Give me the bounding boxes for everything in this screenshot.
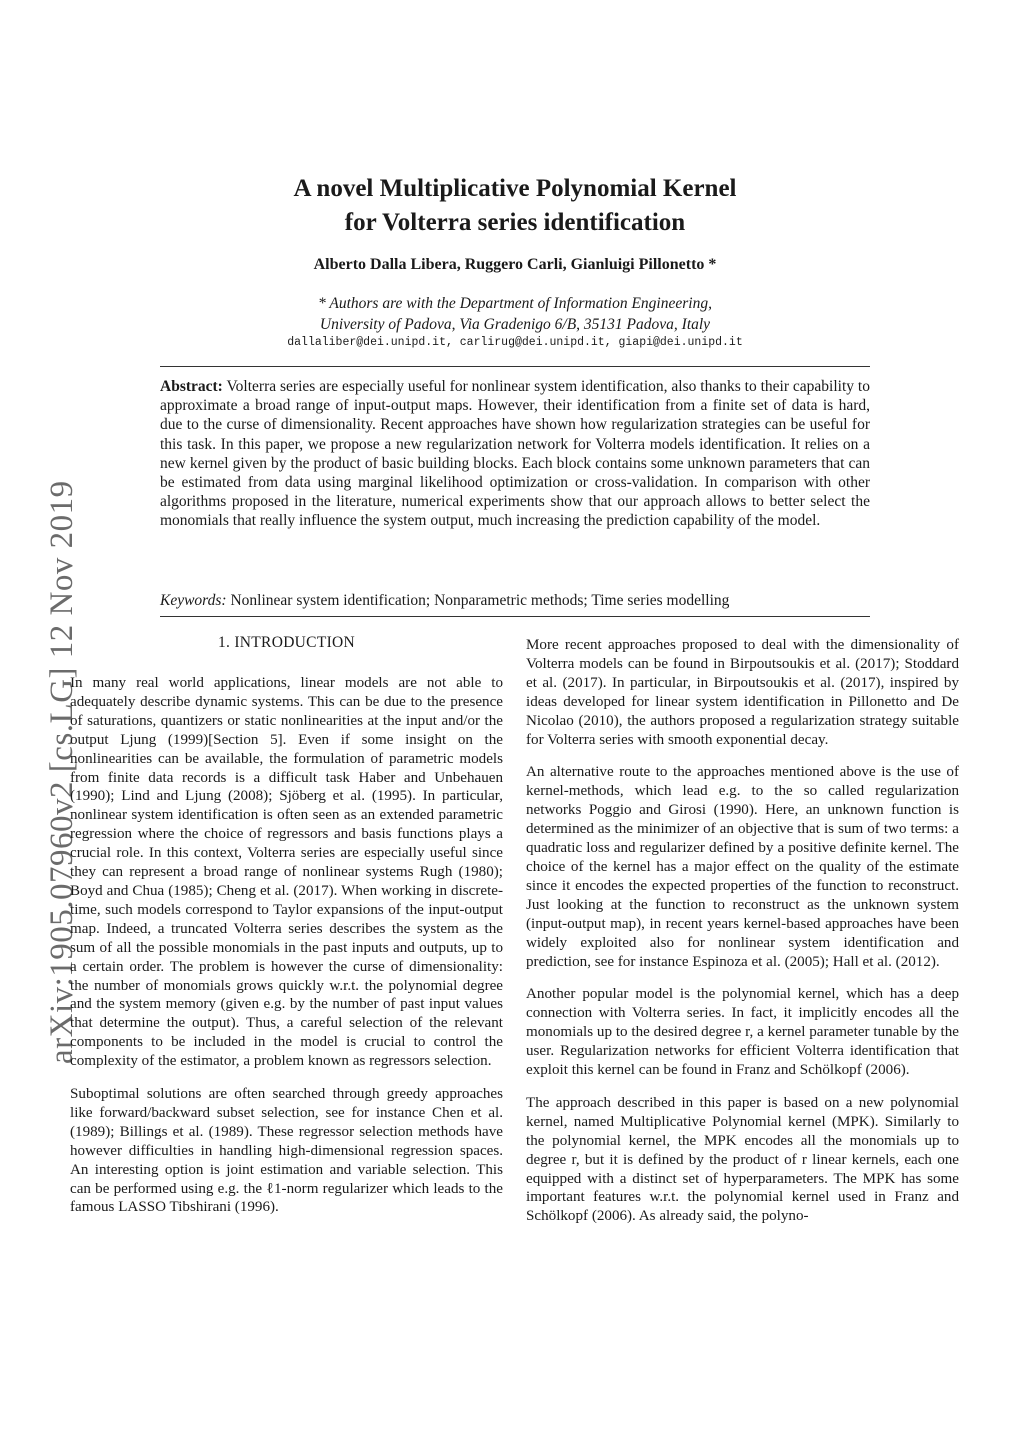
right-column (526, 636, 959, 1240)
author-list: Alberto Dalla Libera, Ruggero Carli, Gianluigi Pillonetto * (313, 256, 717, 273)
arxiv-identifier: arXiv:1905.07960v2 [cs.LG] 12 Nov 2019 (44, 480, 80, 1064)
keywords-text: Nonlinear system identification; Nonparametric methods; Time series modelling (230, 592, 730, 609)
affiliation-line-1: * Authors are with the Department of Information Engineering, (318, 295, 712, 312)
title-line-2: for Volterra series identification (344, 209, 686, 236)
keywords-label: Keywords: (160, 592, 227, 609)
abstract-top-rule (160, 366, 870, 367)
section-heading-introduction: 1. INTRODUCTION (217, 634, 356, 651)
paragraph: Suboptimal solutions are often searched through greedy approaches like forward/backward subset selection, see for instance Chen et al. (1989); Billings et al. (1989). These regressor selection methods have however difficulties in handling high-dimensional regression spaces. An interesting option is joint estimation and variable selection. This can be performed using e.g. the ℓ1-norm regularizer which leads to the famous LASSO Tibshirani (1996). (70, 1086, 503, 1216)
paragraph: An alternative route to the approaches mentioned above is the use of kernel-methods, which lead e.g. to the so called regularization networks Poggio and Girosi (1990). Here, an unknown function is determined as the minimizer of an objective that is sum of two terms: a quadratic loss and regularizer defined by a positive definite kernel. The choice of the kernel has a major effect on the quality of the estimate since it encodes the expected properties of the function to reconstruct. Just looking at the function to reconstruct as the unknown system (input-output map), in recent years kernel-based approaches have been widely exploited also for nonlinear system identification and prediction, see for instance Espinoza et al. (2005); Hall et al. (2012). (526, 764, 959, 970)
affiliation (160, 293, 870, 335)
abstract-label: Abstract: (160, 378, 223, 395)
abstract (160, 377, 870, 531)
title-line-1: A novel Multiplicative Polynomial Kernel (293, 175, 737, 202)
left-column (70, 674, 503, 1231)
keywords (160, 592, 870, 610)
author-emails: dallaliber@dei.unipd.it, carlirug@dei.unipd.it, giapi@dei.unipd.it (287, 336, 743, 349)
abstract-bottom-rule (160, 616, 870, 617)
paragraph: In many real world applications, linear models are not able to adequately describe dynamic systems. This can be due to the presence of saturations, quantizers or static nonlinearities at the input and/or the output Ljung (1999)[Section 5]. Even if some insight on the nonlinearities can be available, the formulation of parametric models from finite data records is a difficult task Haber and Unbehauen (1990); Lind and Ljung (2008); Sjöberg et al. (1995). In particular, nonlinear system identification is often seen as an extended parametric regression where the choice of regressors and basis functions plays a crucial role. In this context, Volterra series are especially useful since they can represent a broad range of nonlinear systems Rugh (1980); Boyd and Chua (1985); Cheng et al. (2017). When working in discrete-time, such models correspond to Taylor expansions of the input-output map. Indeed, a truncated Volterra series describes the system as the sum of all the possible monomials in the past inputs and outputs, up to a certain order. The problem is however the curse of dimensionality: the number of monomials grows quickly w.r.t. the polynomial degree and the system memory (given e.g. by the number of past input values that determine the output). Thus, a careful selection of the relevant components to be included in the model is crucial to control the complexity of the estimator, a problem known as regressors selection. (70, 675, 503, 1070)
paper-title (160, 172, 870, 240)
paragraph: The approach described in this paper is based on a new polynomial kernel, named Multiplicative Polynomial kernel (MPK). Similarly to the polynomial kernel, the MPK encodes all the monomials up to degree r, but it is defined by the product of r linear kernels, each one equipped with a distinct set of hyperparameters. The MPK has some important features w.r.t. the polynomial kernel used in Franz and Schölkopf (2006). As already said, the polyno- (526, 1094, 959, 1225)
abstract-text: Volterra series are especially useful for nonlinear system identification, also thanks to their capability to approximate a broad range of input-output maps. However, their identification from a finite set of data is hard, due to the curse of dimensionality. Recent approaches have shown how regularization strategies can be useful for this task. In this paper, we propose a new regularization network for Volterra models identification. It relies on a new kernel given by the product of basic building blocks. Each block contains some unknown parameters that can be estimated from data using marginal likelihood optimization or cross-validation. In comparison with other algorithms proposed in the literature, numerical experiments show that our approach allows to better select the monomials that really influence the system output, much increasing the prediction capability of the model. (160, 378, 870, 530)
paragraph: Another popular model is the polynomial kernel, which has a deep connection with Volterra series. In fact, it implicitly encodes all the monomials up to the desired degree r, a kernel parameter tunable by the user. Regularization networks for efficient Volterra identification that exploit this kernel can be found in Franz and Schölkopf (2006). (526, 986, 959, 1079)
affiliation-line-2: University of Padova, Via Gradenigo 6/B, 35131 Padova, Italy (319, 316, 711, 333)
paragraph: More recent approaches proposed to deal with the dimensionality of Volterra models can be found in Birpoutsoukis et al. (2017); Stoddard et al. (2017). In particular, in Birpoutsoukis et al. (2017), inspired by ideas developed for linear system identification in Pillonetto and De Nicolao (2010), the authors proposed a regularization strategy suitable for Volterra series with smooth exponential decay. (526, 637, 959, 748)
